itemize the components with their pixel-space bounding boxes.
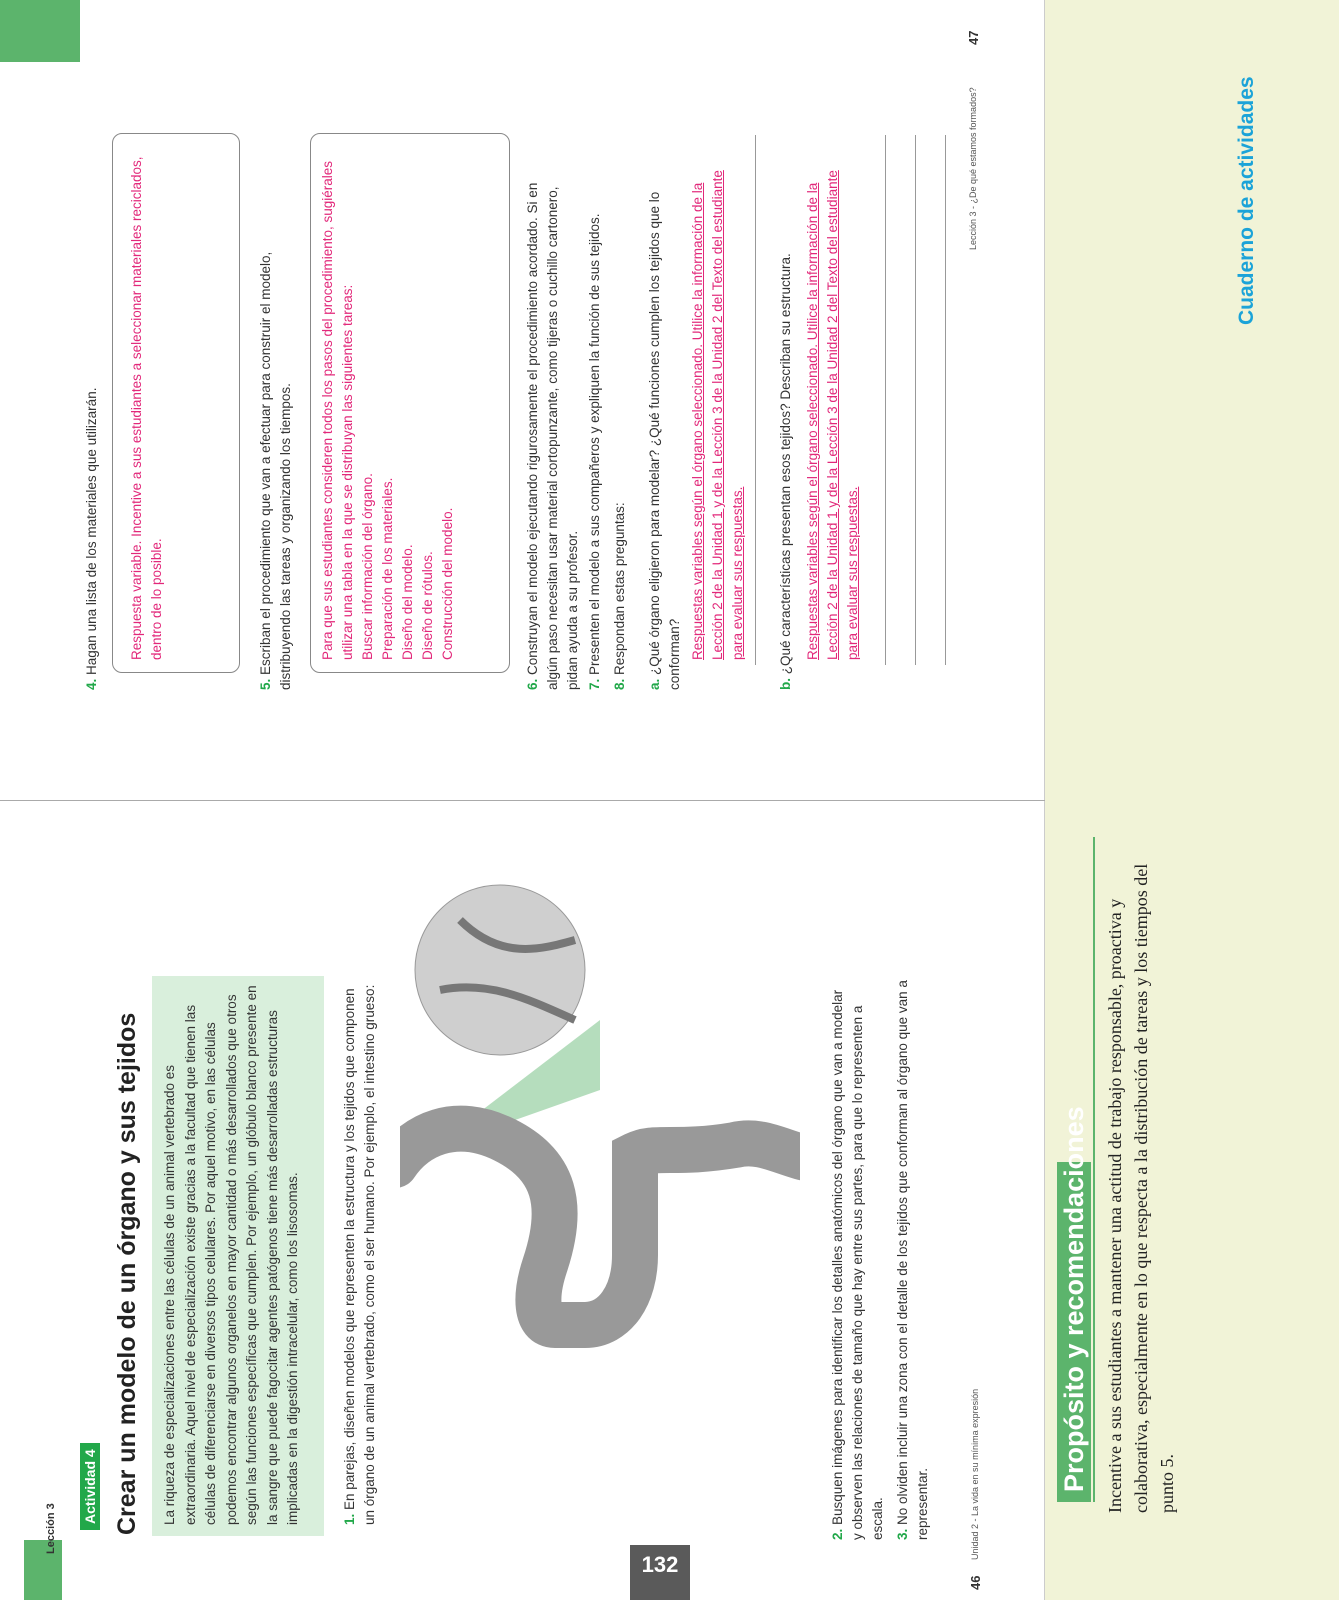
large-intestine-illustration (400, 880, 800, 1410)
answer-line (885, 135, 886, 665)
question-text: Respondan estas preguntas: (612, 502, 627, 675)
purpose-rule (1093, 837, 1095, 1502)
question-number: 7. (587, 678, 602, 690)
activity-badge: Actividad 4 (80, 1443, 100, 1530)
question-3 (893, 980, 933, 1540)
question-2 (828, 980, 888, 1540)
question-6 (523, 150, 583, 690)
question-1 (340, 980, 380, 1525)
panel-header: Cuaderno de actividades (1235, 76, 1258, 325)
answer-line (755, 135, 756, 665)
question-text: ¿Qué órgano eligieron para modelar? ¿Qué funciones cumplen los tejidos que lo conforman? (647, 191, 682, 690)
question-text: En parejas, diseñen modelos que representen la estructura y los tejidos que componen un órgano de un animal vertebrado, como el ser humano. Por ejemplo, el intestino grueso: (342, 984, 377, 1525)
answer-line (915, 135, 916, 665)
purpose-title: Propósito y recomendaciones (1057, 1162, 1091, 1502)
question-number: 2. (830, 1528, 845, 1540)
question-number: 6. (525, 678, 540, 690)
question-number: 4. (84, 678, 99, 690)
spread-divider (0, 800, 1045, 801)
footer-text: Lección 3 - ¿De qué estamos formados? (968, 87, 978, 250)
question-text: Hagan una lista de los materiales que utilizarán. (84, 387, 99, 675)
answer-line (945, 135, 946, 665)
answer-8b: Respuestas variables según el órgano seleccionado. Utilice la información de la Lección 2 de la Unidad 1 y de la Lección 3 de la Unidad 2 del Texto del estudiante para evaluar sus respuestas. (805, 170, 860, 660)
purpose-text: Incentive a sus estudiantes a mantener una actitud de trabajo responsable, proactiva y colaborativa, especialmente en lo que respecta a la distribución de tareas y los tiempos del punto 5. (1105, 863, 1177, 1513)
answer-4: Respuesta variable. Incentive a sus estudiantes a seleccionar materiales reciclados, dentro de lo posible. (129, 156, 164, 660)
answer-5-item: Diseño del modelo. (400, 544, 415, 660)
answer-5-item: Diseño de rótulos. (420, 551, 435, 660)
answer-5-item: Buscar información del órgano. (360, 473, 375, 660)
answer-5-intro: Para que sus estudiantes consideren todos los pasos del procedimiento, sugiérales utilizar una tabla en la que se distribuyan las siguientes tareas: (320, 160, 355, 660)
answer-5-item: Construcción del modelo. (440, 507, 455, 660)
corner-tab-top (0, 0, 80, 62)
question-text: Busquen imágenes para identificar los detalles anatómicos del órgano que van a modelar y observen las relaciones de tamaño que hay entre sus partes, para que lo representen a escala. (830, 989, 885, 1540)
question-4 (82, 310, 102, 690)
page-number: 132 (630, 1545, 690, 1600)
answer-8a: Respuestas variables según el órgano seleccionado. Utilice la información de la Lección 2 de la Unidad 1 y de la Lección 3 de la Unidad 2 del Texto del estudiante para evaluar sus respuestas. (690, 170, 745, 660)
question-number: 5. (258, 678, 273, 690)
activity-title: Crear un modelo de un órgano y sus tejidos (113, 1012, 141, 1535)
question-7 (585, 150, 605, 690)
question-text: Escriban el procedimiento que van a efectuar para construir el modelo, distribuyendo las tareas y organizando los tiempos. (258, 251, 293, 690)
answer-5-item: Preparación de los materiales. (380, 477, 395, 660)
question-number: 3. (895, 1528, 910, 1540)
question-8b (776, 150, 796, 690)
question-number: b. (778, 678, 793, 690)
answer-5 (318, 150, 458, 660)
question-number: 1. (342, 1513, 357, 1525)
footer-page-number: 46 (968, 1575, 983, 1590)
lesson-label: Lección 3 (45, 1503, 57, 1554)
question-text: ¿Qué características presentan esos tejidos? Describan su estructura. (778, 253, 793, 675)
question-number: 8. (612, 678, 627, 690)
question-number: a. (647, 678, 662, 690)
question-text: No olviden incluir una zona con el detalle de los tejidos que conforman al órgano que van a representar. (895, 980, 930, 1540)
question-8 (610, 150, 630, 690)
question-text: Presenten el modelo a sus compañeros y expliquen la función de sus tejidos. (587, 213, 602, 675)
intro-text: La riqueza de especializaciones entre las células de un animal vertebrado es extraordinaria. Aquel nivel de especialización existe gracias a la facultad que tienen las células de diferenciarse en diversos tipos celulares. Por aquel motivo, en las células podemos encontrar algunos organelos en mayor cantidad o más desarrollados que otros según las funciones específicas que cumplen. Por ejemplo, un glóbulo blanco presente en la sangre que puede fagocitar agentes patógenos tiene más desarrolladas estructuras implicadas en la digestión intracelular, como los lisosomas. (162, 985, 300, 1525)
footer-page-number: 47 (966, 30, 981, 45)
question-5 (256, 210, 296, 690)
question-text: Construyan el modelo ejecutando rigurosamente el procedimiento acordado. Si en algún paso necesitan usar material cortopunzante, como tijeras o cuchillo cartonero, pidan ayuda a su profesor. (525, 182, 580, 690)
footer-text: Unidad 2 - La vida en su mínima expresión (970, 1388, 980, 1560)
question-8a (645, 150, 685, 690)
